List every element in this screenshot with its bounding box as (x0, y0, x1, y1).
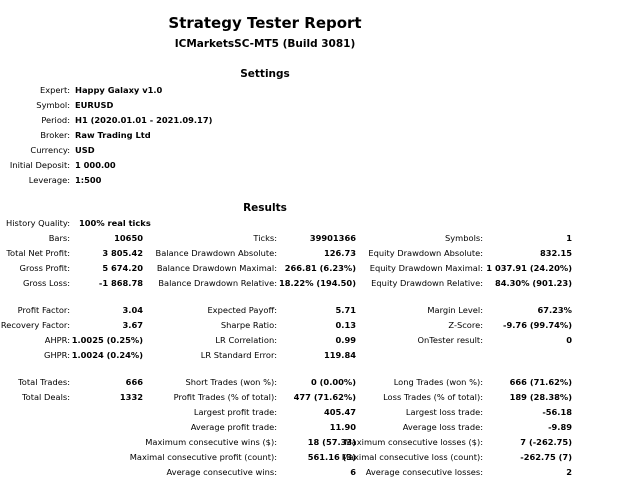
metric-value-col3: 666 (71.62%) (509, 377, 572, 387)
results-row (0, 261, 630, 276)
settings-label: Initial Deposit: (9, 160, 70, 170)
settings-label: Expert: (40, 85, 70, 95)
metric-label-col2: Balance Drawdown Relative: (158, 278, 277, 288)
results-row (0, 465, 630, 480)
metric-label-col3: Z-Score: (448, 320, 483, 330)
metric-value-col1: 5 674.20 (102, 263, 143, 273)
metric-label-col1: Gross Loss: (22, 278, 70, 288)
metric-label-col3: Long Trades (won %): (393, 377, 483, 387)
metric-label-col2: Maximum consecutive wins ($): (145, 437, 277, 447)
results-row (0, 318, 630, 333)
settings-row (0, 98, 630, 113)
settings-label: Currency: (30, 145, 70, 155)
results-row (0, 420, 630, 435)
metric-label-col1: Recovery Factor: (0, 320, 70, 330)
metric-label-col1: Profit Factor: (17, 305, 70, 315)
metric-label-col3: Loss Trades (% of total): (383, 392, 483, 402)
metric-value-col3: 832.15 (539, 248, 572, 258)
metric-label-col2: Maximal consecutive profit (count): (129, 452, 277, 462)
metric-value-col1: 3 805.42 (102, 248, 143, 258)
settings-heading: Settings (240, 68, 290, 80)
results-row (0, 375, 630, 390)
metric-label-col2: Sharpe Ratio: (220, 320, 277, 330)
metric-value-col3: -262.75 (7) (520, 452, 572, 462)
metric-value-col2: 39901366 (309, 233, 356, 243)
metric-value-col3: 67.23% (537, 305, 572, 315)
settings-row (0, 128, 630, 143)
settings-row (0, 113, 630, 128)
report-subtitle: ICMarketsSC-MT5 (Build 3081) (174, 38, 356, 50)
metric-value-col2: 266.81 (6.23%) (284, 263, 356, 273)
metric-value-col3: -9.76 (99.74%) (503, 320, 572, 330)
metric-label-col2: Profit Trades (% of total): (173, 392, 277, 402)
metric-label-col1: Total Net Profit: (6, 248, 70, 258)
metric-value-col3: 7 (-262.75) (520, 437, 572, 447)
settings-label: Broker: (40, 130, 70, 140)
settings-value: H1 (2020.01.01 - 2021.09.17) (75, 115, 213, 125)
metric-label-col2: LR Standard Error: (200, 350, 277, 360)
metric-value-col2: 477 (71.62%) (293, 392, 356, 402)
metric-value-col1: 10650 (114, 233, 143, 243)
metric-value-col3: 0 (566, 335, 572, 345)
results-row (0, 405, 630, 420)
results-row (0, 450, 630, 465)
metric-value-col3: 84.30% (901.23) (494, 278, 572, 288)
metric-label-col2: LR Correlation: (215, 335, 277, 345)
metric-value-col3: -9.89 (548, 422, 572, 432)
history-quality-label: History Quality: (6, 218, 70, 228)
results-row (0, 303, 630, 318)
metric-label-col1: AHPR: (44, 335, 70, 345)
metric-value-col1: 3.04 (122, 305, 143, 315)
results-heading: Results (243, 202, 287, 214)
metric-value-col1: -1 868.78 (98, 278, 143, 288)
metric-label-col1: Bars: (48, 233, 70, 243)
metric-label-col3: Average loss trade: (402, 422, 483, 432)
metric-label-col3: Equity Drawdown Maximal: (369, 263, 483, 273)
metric-value-col3: 1 (566, 233, 572, 243)
metric-value-col1: 1.0024 (0.24%) (71, 350, 143, 360)
metric-value-col2: 5.71 (335, 305, 356, 315)
metric-label-col2: Average consecutive wins: (166, 467, 277, 477)
metric-label-col2: Largest profit trade: (193, 407, 277, 417)
settings-row (0, 158, 630, 173)
history-quality-value: 100% real ticks (79, 218, 151, 228)
metric-label-col1: GHPR: (44, 350, 70, 360)
metric-value-col3: -56.18 (542, 407, 572, 417)
metric-value-col2: 405.47 (323, 407, 356, 417)
metric-label-col1: Total Trades: (18, 377, 70, 387)
metric-value-col3: 2 (566, 467, 572, 477)
metric-value-col2: 126.73 (323, 248, 356, 258)
metric-value-col1: 3.67 (122, 320, 143, 330)
metric-label-col3: Maximal consecutive loss (count): (341, 452, 483, 462)
metric-value-col1: 1332 (119, 392, 143, 402)
metric-label-col3: Equity Drawdown Relative: (371, 278, 483, 288)
settings-label: Leverage: (28, 175, 70, 185)
metric-value-col3: 1 037.91 (24.20%) (486, 263, 572, 273)
results-row (0, 333, 630, 348)
results-row (0, 390, 630, 405)
metric-label-col3: Margin Level: (427, 305, 483, 315)
metric-value-col2: 11.90 (329, 422, 356, 432)
metric-label-col3: Symbols: (444, 233, 483, 243)
metric-label-col3: OnTester result: (417, 335, 483, 345)
metric-value-col2: 0.13 (335, 320, 356, 330)
metric-value-col3: 189 (28.38%) (509, 392, 572, 402)
settings-value: 1 000.00 (75, 160, 116, 170)
results-row (0, 348, 630, 363)
settings-value: 1:500 (75, 175, 102, 185)
metric-value-col2: 6 (350, 467, 356, 477)
results-row (0, 246, 630, 261)
metric-value-col2: 18 (57.33) (307, 437, 356, 447)
metric-value-col1: 666 (125, 377, 143, 387)
metric-label-col2: Average profit trade: (190, 422, 277, 432)
results-row (0, 276, 630, 291)
metric-value-col2: 0 (0.00%) (310, 377, 356, 387)
results-row (0, 435, 630, 450)
metric-value-col2: 561.16 (3) (307, 452, 356, 462)
metric-label-col3: Largest loss trade: (405, 407, 483, 417)
report-title: Strategy Tester Report (168, 14, 362, 32)
metric-label-col3: Maximum consecutive losses ($): (344, 437, 483, 447)
metric-value-col2: 119.84 (323, 350, 356, 360)
metric-label-col2: Balance Drawdown Maximal: (156, 263, 277, 273)
settings-row (0, 173, 630, 188)
settings-value: Happy Galaxy v1.0 (75, 85, 163, 95)
results-row (0, 231, 630, 246)
metric-label-col2: Ticks: (253, 233, 277, 243)
settings-label: Symbol: (36, 100, 70, 110)
settings-value: Raw Trading Ltd (75, 130, 151, 140)
settings-value: EURUSD (75, 100, 114, 110)
settings-value: USD (75, 145, 95, 155)
metric-label-col3: Average consecutive losses: (365, 467, 483, 477)
metric-label-col1: Total Deals: (21, 392, 70, 402)
metric-label-col2: Balance Drawdown Absolute: (155, 248, 277, 258)
metric-label-col2: Expected Payoff: (207, 305, 277, 315)
metric-label-col2: Short Trades (won %): (185, 377, 277, 387)
metric-value-col1: 1.0025 (0.25%) (71, 335, 143, 345)
metric-label-col1: Gross Profit: (19, 263, 70, 273)
metric-value-col2: 0.99 (335, 335, 356, 345)
settings-row (0, 83, 630, 98)
metric-value-col2: 18.22% (194.50) (278, 278, 356, 288)
metric-label-col3: Equity Drawdown Absolute: (368, 248, 483, 258)
settings-row (0, 143, 630, 158)
settings-label: Period: (41, 115, 70, 125)
history-quality-row (0, 216, 630, 231)
